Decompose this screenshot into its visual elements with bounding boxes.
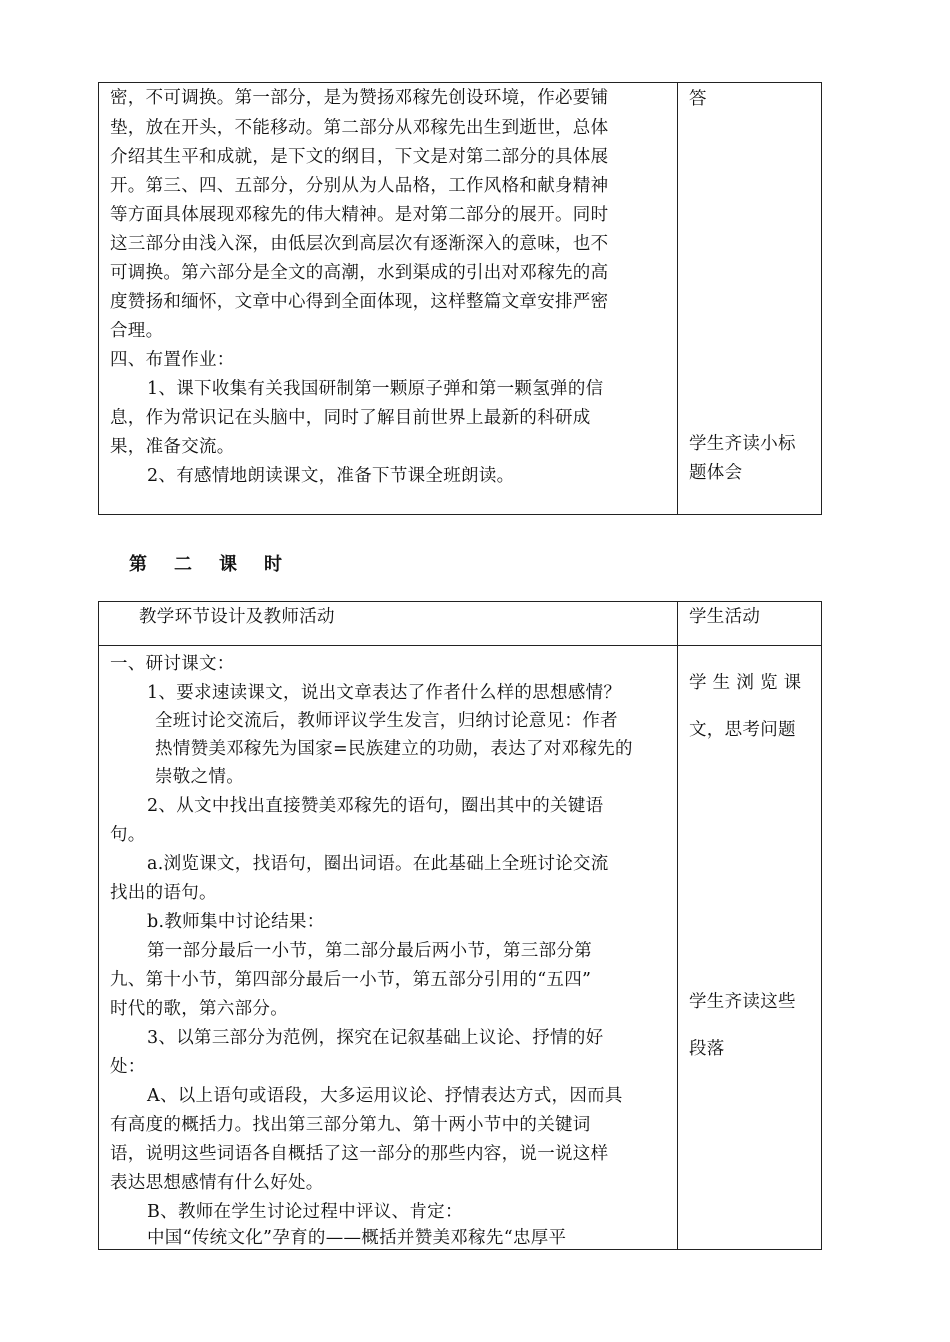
text-line: 果，准备交流。 — [110, 437, 235, 457]
text-line: 密，不可调换。第一部分，是为赞扬邓稼先创设环境，作必要铺 — [110, 88, 609, 108]
text-line: 1、课下收集有关我国研制第一颗原子弹和第一颗氢弹的信 — [147, 379, 604, 399]
text-line: 学生齐读这些 — [689, 992, 796, 1012]
text-line: 找出的语句。 — [110, 883, 217, 903]
text-line: 这三部分由浅入深，由低层次到高层次有逐渐深入的意味，也不 — [110, 234, 609, 254]
heading-char: 二 — [174, 554, 192, 575]
text-line: 句。 — [110, 825, 146, 845]
text-line: 息，作为常识记在头脑中，同时了解目前世界上最新的科研成 — [110, 408, 591, 428]
text-line: 有高度的概括力。找出第三部分第九、第十两小节中的关键词 — [110, 1115, 591, 1135]
text-line: 学 生 浏 览 课 — [689, 673, 802, 693]
text-line: 崇敬之情。 — [155, 767, 244, 787]
text-line: 度赞扬和缅怀，文章中心得到全面体现，这样整篇文章安排严密 — [110, 292, 609, 312]
text-line: 语，说明这些词语各自概括了这一部分的那些内容，说一说这样 — [110, 1144, 609, 1164]
text-line: 时代的歌，第六部分。 — [110, 999, 288, 1019]
text-line: 中国“传统文化”孕育的——概括并赞美邓稼先“忠厚平 — [147, 1228, 567, 1248]
table2-header-right: 学生活动 — [689, 607, 761, 627]
column-divider — [677, 83, 678, 514]
text-line: 四、布置作业： — [110, 350, 235, 370]
table2-header-left: 教学环节设计及教师活动 — [139, 607, 335, 627]
section-heading — [129, 550, 282, 576]
text-line: A、以上语句或语段，大多运用议论、抒情表达方式，因而具 — [147, 1086, 623, 1106]
text-line: b.教师集中讨论结果： — [147, 912, 325, 932]
heading-char: 课 — [219, 554, 237, 575]
text-line: 段落 — [689, 1039, 725, 1059]
text-line: 九、第十小节，第四部分最后一小节，第五部分引用的“五四” — [110, 970, 592, 990]
text-line: 2、从文中找出直接赞美邓稼先的语句，圈出其中的关键语 — [147, 796, 604, 816]
text-line: 文，思考问题 — [689, 720, 796, 740]
text-line: 开。第三、四、五部分，分别从为人品格，工作风格和献身精神 — [110, 176, 609, 196]
text-line: 1、要求速读课文，说出文章表达了作者什么样的思想感情？ — [147, 683, 622, 703]
text-line: 答 — [689, 89, 707, 109]
column-divider — [677, 602, 678, 1249]
text-line: 一、研讨课文： — [110, 654, 235, 674]
heading-char: 第 — [129, 554, 147, 575]
text-line: 可调换。第六部分是全文的高潮，水到渠成的引出对邓稼先的高 — [110, 263, 609, 283]
text-line: 等方面具体展现邓稼先的伟大精神。是对第二部分的展开。同时 — [110, 205, 609, 225]
text-line: 热情赞美邓稼先为国家=民族建立的功勋，表达了对邓稼先的 — [155, 739, 633, 759]
text-line: 垫，放在开头，不能移动。第二部分从邓稼先出生到逝世，总体 — [110, 118, 609, 138]
heading-char: 时 — [264, 554, 282, 575]
text-line: 表达思想感情有什么好处。 — [110, 1173, 324, 1193]
text-line: 2、有感情地朗读课文，准备下节课全班朗读。 — [147, 466, 515, 486]
text-line: 题体会 — [689, 463, 743, 483]
text-line: 3、以第三部分为范例，探究在记叙基础上议论、抒情的好 — [147, 1028, 604, 1048]
text-line: 处： — [110, 1057, 146, 1077]
text-line: 合理。 — [110, 321, 164, 341]
text-line: 第一部分最后一小节，第二部分最后两小节，第三部分第 — [147, 941, 592, 961]
text-line: 全班讨论交流后，教师评议学生发言，归纳讨论意见：作者 — [155, 711, 618, 731]
text-line: 介绍其生平和成就，是下文的纲目，下文是对第二部分的具体展 — [110, 147, 609, 167]
header-divider — [99, 645, 821, 646]
text-line: 学生齐读小标 — [689, 434, 796, 454]
text-line: a.浏览课文，找语句，圈出词语。在此基础上全班讨论交流 — [147, 854, 609, 874]
text-line: B、教师在学生讨论过程中评议、肯定： — [147, 1202, 463, 1222]
